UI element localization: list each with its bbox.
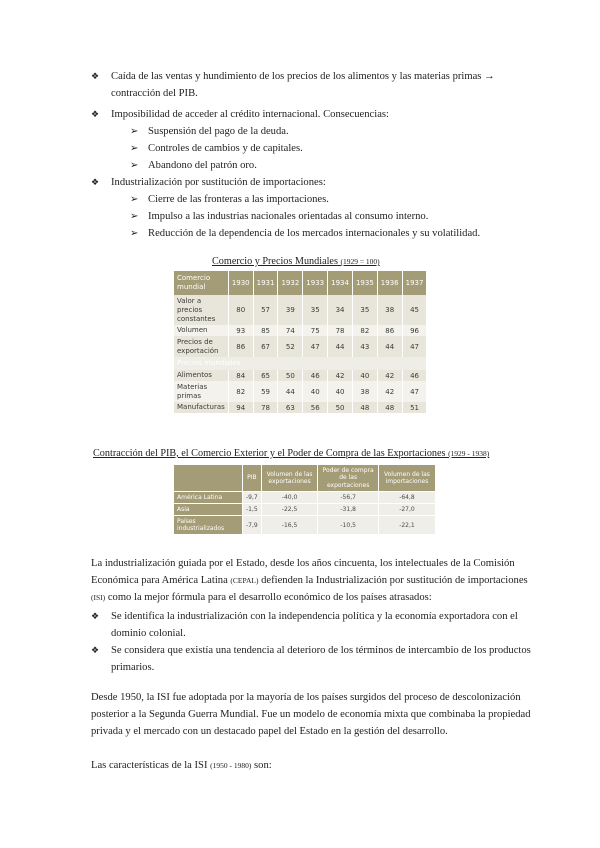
caption-note: (1929 - 1938): [448, 449, 490, 458]
sub-bullet-item: [130, 208, 530, 225]
cell: 78: [253, 402, 278, 413]
row-label: Alimentos: [174, 370, 228, 381]
cell: 94: [228, 402, 253, 413]
cell: 44: [278, 381, 303, 402]
cell: -22,5: [261, 504, 318, 516]
arrowhead-bullet-icon: ➢: [130, 211, 139, 222]
paragraph-text: son:: [251, 760, 272, 771]
cell: 43: [352, 336, 377, 357]
bullet-item: [91, 608, 531, 642]
cell: 39: [278, 295, 303, 325]
table-row: [174, 336, 427, 357]
cell: 47: [402, 336, 427, 357]
sub-bullet-item: [130, 191, 530, 208]
diamond-bullet-icon: ❖: [91, 177, 100, 187]
arrowhead-bullet-icon: ➢: [130, 126, 139, 137]
sub-bullet-item: [130, 225, 530, 242]
cepal-paragraph: [91, 555, 541, 606]
column-header: PIB: [243, 465, 262, 492]
cell: 85: [253, 325, 278, 336]
cell: 96: [402, 325, 427, 336]
cell: 86: [377, 325, 402, 336]
paragraph-text: La industrialización guiada por el Estado, desde los años cincuenta, los intelectuales de la Comisión Económica para América Latina: [91, 558, 515, 586]
column-header: Poder de compra de las exportaciones: [318, 465, 379, 492]
bullet-text: Imposibilidad de acceder al crédito internacional. Consecuencias:: [111, 109, 389, 120]
arrowhead-bullet-icon: ➢: [130, 143, 139, 154]
bullet-item: [91, 642, 531, 676]
paragraph-text: como la mejor fórmula para el desarrollo económico de los países atrasados:: [105, 592, 432, 603]
cell: 65: [253, 370, 278, 381]
cell: -56,7: [318, 492, 379, 504]
table-row: [174, 402, 427, 413]
cell: 44: [377, 336, 402, 357]
cell: 93: [228, 325, 253, 336]
cell: 46: [303, 370, 328, 381]
cell: -1,5: [243, 504, 262, 516]
cell: 74: [278, 325, 303, 336]
cell: 42: [328, 370, 353, 381]
cell: -16,5: [261, 516, 318, 535]
cell: 35: [303, 295, 328, 325]
table-header-row: [174, 271, 427, 295]
bullet-item: [91, 68, 531, 102]
cell: 45: [402, 295, 427, 325]
column-header: Comercio mundial: [174, 271, 228, 295]
caption-note: (1929 = 100): [340, 257, 380, 266]
cell: -7,9: [243, 516, 262, 535]
column-header: 1933: [303, 271, 328, 295]
bullet-item: [91, 174, 531, 191]
column-header: Volumen de las exportaciones: [261, 465, 318, 492]
column-header: 1931: [253, 271, 278, 295]
cell: -10,5: [318, 516, 379, 535]
cell: 51: [402, 402, 427, 413]
column-header: 1935: [352, 271, 377, 295]
diamond-bullet-icon: ❖: [91, 611, 100, 621]
column-header: 1932: [278, 271, 303, 295]
paragraph-text: Desde 1950, la ISI fue adoptada por la mayoría de los países surgidos del proceso de descolonización posterior a la Segunda Guerra Mundial. Fue un modelo de economía mixta que combinaba la propiedad privada y el mercado con un destacado papel del Estado en la gestión del desarrollo.: [91, 692, 531, 737]
cell: -9,7: [243, 492, 262, 504]
abbreviation: (CEPAL): [230, 576, 259, 585]
table-row: [174, 492, 436, 504]
cell: 52: [278, 336, 303, 357]
sub-bullet-text: Suspensión del pago de la deuda.: [148, 126, 289, 137]
cell: 48: [377, 402, 402, 413]
diamond-bullet-icon: ❖: [91, 109, 100, 119]
bullet-text: Se considera que existía una tendencia al deterioro de los términos de intercambio de los productos primarios.: [111, 645, 531, 673]
sub-bullet-text: Impulso a las industrias nacionales orientadas al consumo interno.: [148, 211, 429, 222]
cell: 56: [303, 402, 328, 413]
arrowhead-bullet-icon: ➢: [130, 160, 139, 171]
cell: 86: [228, 336, 253, 357]
cell: 46: [402, 370, 427, 381]
row-label: Manufacturas: [174, 402, 228, 413]
diamond-bullet-icon: ❖: [91, 71, 100, 81]
cell: -64,8: [378, 492, 435, 504]
sub-bullet-text: Reducción de la dependencia de los mercados internacionales y su volatilidad.: [148, 228, 481, 239]
arrowhead-bullet-icon: ➢: [130, 194, 139, 205]
sub-bullet-item: [130, 157, 530, 174]
table-row: [174, 516, 436, 535]
arrowhead-bullet-icon: ➢: [130, 228, 139, 239]
bullet-item: [91, 106, 531, 123]
column-header: 1930: [228, 271, 253, 295]
row-label: Países industrializados: [174, 516, 243, 535]
cell: -27,0: [378, 504, 435, 516]
cell: 40: [303, 381, 328, 402]
cell: -22,1: [378, 516, 435, 535]
cell: 40: [352, 370, 377, 381]
cell: 42: [377, 381, 402, 402]
table-row: [174, 325, 427, 336]
cell: 50: [328, 402, 353, 413]
diamond-bullet-icon: ❖: [91, 645, 100, 655]
table-row: [174, 504, 436, 516]
bullet-text: Se identifica la industrialización con la independencia política y la economía exportadora con el dominio colonial.: [111, 611, 518, 639]
sub-bullet-text: Abandono del patrón oro.: [148, 160, 257, 171]
cell: 47: [402, 381, 427, 402]
cell: -31,8: [318, 504, 379, 516]
paragraph-text: defienden la Industrialización por sustitución de importaciones: [258, 575, 528, 586]
cell: 78: [328, 325, 353, 336]
table1-caption: [212, 256, 380, 267]
row-label: Precios de exportación: [174, 336, 228, 357]
cell: 38: [352, 381, 377, 402]
row-label: Volumen: [174, 325, 228, 336]
column-header: [174, 465, 243, 492]
cell: 57: [253, 295, 278, 325]
cell: 75: [303, 325, 328, 336]
paragraph-text: Las características de la ISI: [91, 760, 211, 771]
bullet-text: Caída de las ventas y hundimiento de los precios de los alimentos y las materias primas → contracción del PIB.: [111, 71, 495, 99]
column-header: 1937: [402, 271, 427, 295]
cell: 34: [328, 295, 353, 325]
cell: 63: [278, 402, 303, 413]
table-row: [174, 295, 427, 325]
row-label: Materias primas: [174, 381, 228, 402]
world-trade-prices-table: [174, 271, 427, 413]
cell: 82: [228, 381, 253, 402]
date-range: (1950 - 1980): [210, 761, 252, 770]
row-label: América Latina: [174, 492, 243, 504]
sub-bullet-text: Controles de cambios y de capitales.: [148, 143, 303, 154]
sub-bullet-text: Cierre de las fronteras a las importaciones.: [148, 194, 329, 205]
cell: 48: [352, 402, 377, 413]
table-row: [174, 381, 427, 402]
subheader-label: Precios mundiales: [174, 357, 427, 370]
table2-caption: [93, 448, 489, 459]
cell: 44: [328, 336, 353, 357]
cell: 80: [228, 295, 253, 325]
cell: -40,0: [261, 492, 318, 504]
row-label: Asia: [174, 504, 243, 516]
isi-paragraph: [91, 689, 541, 740]
table-subheader-row: [174, 357, 427, 370]
cell: 38: [377, 295, 402, 325]
caption-text: Comercio y Precios Mundiales: [212, 256, 338, 267]
caption-text: Contracción del PIB, el Comercio Exterior y el Poder de Compra de las Exportaciones: [93, 448, 446, 459]
table-row: [174, 370, 427, 381]
column-header: Volumen de las importaciones: [378, 465, 435, 492]
cell: 42: [377, 370, 402, 381]
sub-bullet-item: [130, 140, 530, 157]
cell: 47: [303, 336, 328, 357]
gdp-trade-contraction-table: [174, 465, 436, 535]
cell: 40: [328, 381, 353, 402]
abbreviation: (ISI): [91, 593, 106, 602]
isi-characteristics-intro: [91, 757, 541, 774]
cell: 82: [352, 325, 377, 336]
cell: 84: [228, 370, 253, 381]
column-header: 1934: [328, 271, 353, 295]
cell: 59: [253, 381, 278, 402]
cell: 50: [278, 370, 303, 381]
row-label: Valor a precios constantes: [174, 295, 228, 325]
cell: 35: [352, 295, 377, 325]
table-header-row: [174, 465, 436, 492]
bullet-text: Industrialización por sustitución de importaciones:: [111, 177, 326, 188]
cell: 67: [253, 336, 278, 357]
sub-bullet-item: [130, 123, 530, 140]
column-header: 1936: [377, 271, 402, 295]
